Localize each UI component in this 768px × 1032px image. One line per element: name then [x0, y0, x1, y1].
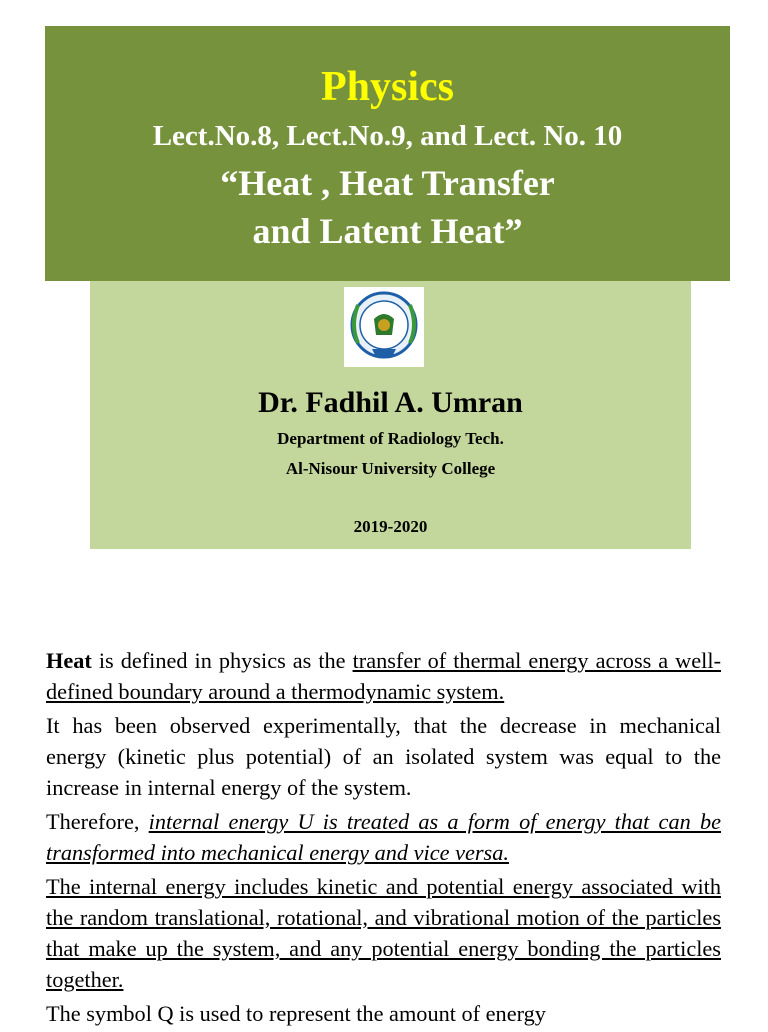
- paragraph-observation: It has been observed experimentally, that the decrease in mechanical energy (kinetic plus potential) of an isolated system was equal to the increase in internal energy of the system.: [46, 713, 721, 800]
- heat-definition-underlined: transfer of thermal energy across a well-defined boundary around a thermodynamic system.: [46, 648, 721, 704]
- paragraph-internal-energy-components: The internal energy includes kinetic and potential energy associated with the random translational, rotational, and vibrational motion of the particles that make up the system, and any potential energy bonding the particles together.: [46, 874, 721, 992]
- department: Department of Radiology Tech.: [277, 429, 504, 448]
- internal-energy-emphasis: internal energy U is treated as a form of energy that can be transformed into mechanical energy and vice versa.: [46, 809, 721, 865]
- author-card: [90, 281, 691, 549]
- university-seal-icon: [344, 287, 424, 367]
- lecture-numbers: Lect.No.8, Lect.No.9, and Lect. No. 10: [152, 120, 623, 152]
- lecture-title-line-2: and Latent Heat”: [252, 211, 523, 251]
- paragraph-internal-energy: Therefore, internal energy U is treated as a form of energy that can be transformed into mechanical energy and vice versa.: [46, 809, 721, 865]
- author-name: Dr. Fadhil A. Umran: [258, 386, 523, 419]
- lecture-body: [46, 645, 721, 1032]
- term-heat: Heat: [46, 648, 92, 673]
- paragraph-heat-definition: Heat is defined in physics as the transfer of thermal energy across a well-defined boundary around a thermodynamic system.: [46, 648, 721, 704]
- lecture-title-line-1: “Heat , Heat Transfer: [220, 163, 555, 203]
- title-banner: [45, 26, 730, 281]
- lecture-title: [45, 159, 730, 255]
- paragraph-symbol-q: The symbol Q is used to represent the amount of energy: [46, 1001, 546, 1026]
- academic-year: 2019-2020: [353, 517, 428, 536]
- college-name: Al-Nisour University College: [285, 459, 496, 478]
- subject-title: Physics: [320, 64, 454, 110]
